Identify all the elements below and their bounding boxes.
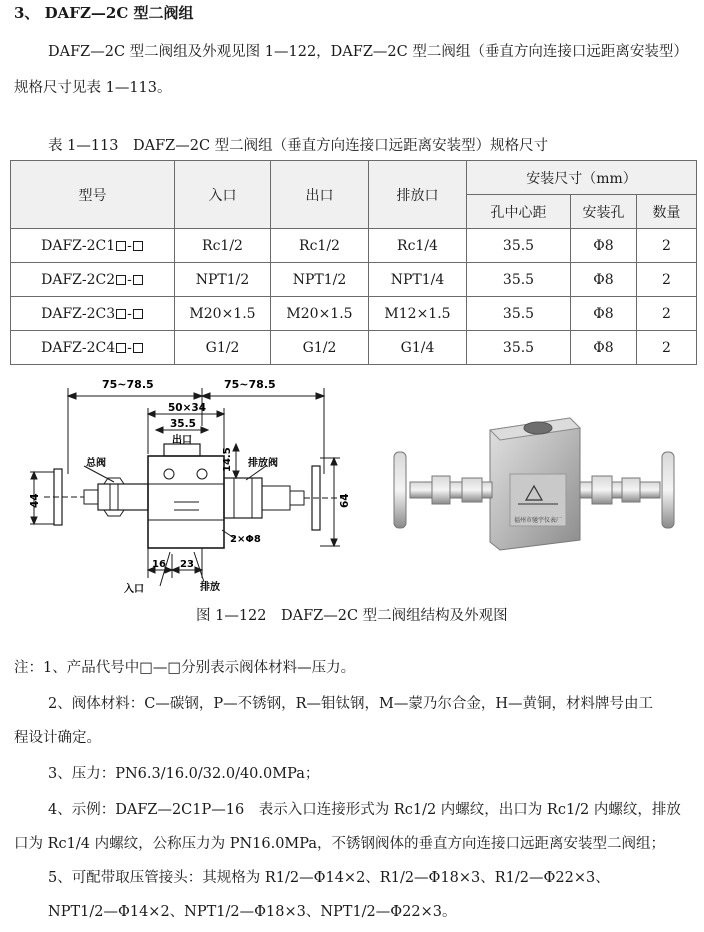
note-4a: 4、示例：DAFZ—2C1P—16 表示入口连接形式为 Rc1/2 内螺纹，出口为 Rc1/2 内螺纹，排放 [48,802,681,818]
valve-product-photo [380,410,680,560]
cell-inlet: NPT1/2 [175,263,271,297]
cell-drain: G1/4 [369,331,467,365]
dim-left: 75~78.5 [102,378,154,391]
note-2a: 2、阀体材料：C—碳钢，P—不锈钢，R—钼钛钢，M—蒙乃尔合金，H—黄铜，材料牌号由工 [48,696,653,712]
cell-mount-hole: Φ8 [571,229,637,263]
table-row [11,263,697,297]
dim-outlet-h: 14.5 [222,447,233,472]
cell-inlet: G1/2 [175,331,271,365]
cell-hole-center: 35.5 [467,297,571,331]
dim-height-right: 64 [339,493,351,508]
dim-height-left: 44 [29,493,41,508]
header-model: 型号 [11,161,175,229]
header-hole-center: 孔中心距 [467,195,571,229]
cell-drain: M12×1.5 [369,297,467,331]
cell-mount-hole: Φ8 [571,297,637,331]
intro-line-2: 规格尺寸见表 1—113。 [14,80,172,96]
label-drain: 排放 [200,582,220,593]
header-inlet: 入口 [175,161,271,229]
label-main-valve: 总阀 [86,458,106,469]
spec-table [10,160,697,365]
cell-model: DAFZ-2C4 - [11,331,175,365]
cell-qty: 2 [637,297,697,331]
table-row [11,331,697,365]
valve-technical-drawing [24,374,364,600]
label-drain-valve: 排放阀 [248,458,278,469]
cell-outlet: Rc1/2 [271,229,369,263]
cell-inlet: M20×1.5 [175,297,271,331]
cell-qty: 2 [637,263,697,297]
cell-outlet: NPT1/2 [271,263,369,297]
dim-bottom-b: 23 [180,559,194,570]
section-heading: 3、 DAFZ—2C 型二阀组 [14,4,194,22]
note-4b: 口为 Rc1/4 内螺纹，公称压力为 PN16.0MPa，不锈钢阀体的垂直方向连接口远距离安装型二阀组； [14,836,666,852]
nameplate-text: 福州市驰宇仪表厂 [514,517,563,524]
label-inlet: 入口 [124,584,144,595]
table-row [11,297,697,331]
cell-qty: 2 [637,331,697,365]
cell-mount-hole: Φ8 [571,331,637,365]
note-1: 注：1、产品代号中□—□分别表示阀体材料—压力。 [14,660,356,676]
header-drain: 排放口 [369,161,467,229]
figure-caption: 图 1—122 DAFZ—2C 型二阀组结构及外观图 [196,608,508,624]
note-2b: 程设计确定。 [14,730,101,746]
label-outlet: 出口 [172,435,192,446]
intro-line-1: DAFZ—2C 型二阀组及外观见图 1—122，DAFZ—2C 型二阀组（垂直方向连接口远距离安装型） [48,44,688,60]
dim-block: 50×34 [168,402,207,414]
cell-inlet: Rc1/2 [175,229,271,263]
cell-model: DAFZ-2C2 - [11,263,175,297]
cell-qty: 2 [637,229,697,263]
header-install: 安装尺寸（mm） [467,161,697,195]
cell-outlet: G1/2 [271,331,369,365]
cell-drain: Rc1/4 [369,229,467,263]
cell-model: DAFZ-2C3 - [11,297,175,331]
cell-mount-hole: Φ8 [571,263,637,297]
dim-right: 75~78.5 [224,378,276,391]
dim-bottom-a: 16 [152,559,166,570]
cell-hole-center: 35.5 [467,263,571,297]
cell-outlet: M20×1.5 [271,297,369,331]
header-qty: 数量 [637,195,697,229]
label-holes: 2×Φ8 [230,534,261,545]
table-row [11,229,697,263]
note-5b: NPT1/2—Φ14×2、NPT1/2—Φ18×3、NPT1/2—Φ22×3。 [48,904,457,920]
note-5a: 5、可配带取压管接头：其规格为 R1/2—Φ14×2、R1/2—Φ18×3、R1/2—Φ22×3、 [48,870,610,886]
table-caption: 表 1—113 DAFZ—2C 型二阀组（垂直方向连接口远距离安装型）规格尺寸 [48,138,549,154]
dim-inner: 35.5 [170,418,196,430]
cell-hole-center: 35.5 [467,331,571,365]
note-3: 3、压力：PN6.3/16.0/32.0/40.0MPa； [48,766,320,782]
cell-model: DAFZ-2C1 - [11,229,175,263]
cell-hole-center: 35.5 [467,229,571,263]
header-outlet: 出口 [271,161,369,229]
cell-drain: NPT1/4 [369,263,467,297]
header-mount-hole: 安装孔 [571,195,637,229]
